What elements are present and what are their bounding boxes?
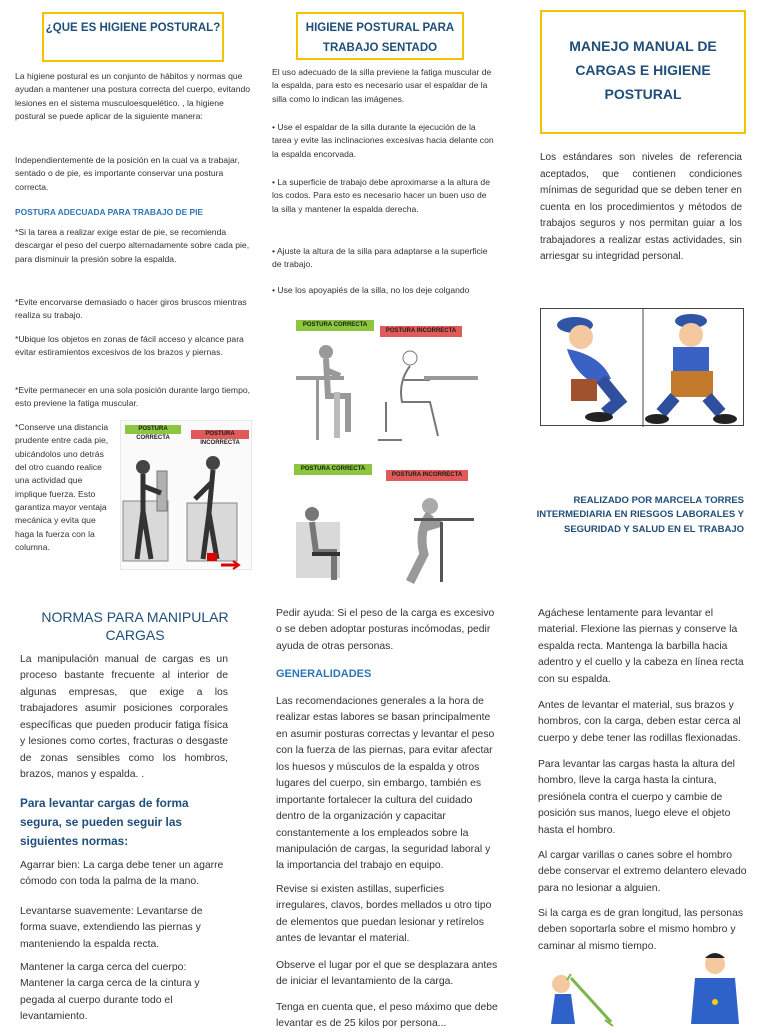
col2-bullet-3: • Ajuste la altura de la silla para adaptarse a la superficie de trabajo. (272, 246, 488, 270)
seated-posture-figure-2 (290, 462, 480, 587)
col4-rule-2: Levantarse suavemente: Levantarse de forma suave, extendiendo las piernas y manteniendo la espalda recta. (20, 906, 203, 950)
col1-p2: Independientemente de la posición en la cual va a trabajar, sentado o de pie, es importante conservar una postura correcta. (15, 155, 240, 192)
col3-credit: REALIZADO POR MARCELA TORRES INTERMEDIARIA EN RIESGOS LABORALES Y SEGURIDAD Y SALUD EN EL TRABAJO (536, 495, 744, 535)
col5-p2: Las recomendaciones generales a la hora de realizar estas labores se basan principalmente en asumir posturas correctas y levantar el peso con la fuerza de las piernas, para evitar afectar los huesos y músculos de la espalda y otros lugares del cuerpo, sin embargo, también es importante fortalecer la cultura del cuidado dentro de la organización y capacitar constantemente a los empleados sobre la manipulación de cargas, la seguridad laboral y la importancia del trabajo en equipo. (276, 696, 495, 872)
col1-bullet-3: *Ubique los objetos en zonas de fácil acceso y alcance para evitar estiramientos excesivos de los brazos y piernas. (15, 334, 244, 358)
col1-title: ¿QUE ES HIGIENE POSTURAL? (45, 22, 221, 34)
col6-p1: Agáchese lentamente para levantar el material. Flexione las piernas y conserve la espalda recta. Mantenga la barbilla hacia adentro y el cuello y la cabeza en línea recta con su espalda. (538, 608, 744, 685)
col4-title: NORMAS PARA MANIPULAR CARGAS (41, 609, 229, 643)
col2-bullet-2: • La superficie de trabajo debe aproximarse a la altura de los codos. Para esto es necesario hacer un buen uso de la silla y mantener la espalda derecha. (272, 177, 490, 214)
col6-p3: Para levantar las cargas hasta la altura del hombro, lleve la carga hasta la cintura, presiónela contra el cuerpo y cambie de posición sus manos, luego eleve el objeto hasta el hombro. (538, 759, 735, 836)
seated2-correct-label: POSTURA CORRECTA (294, 464, 372, 475)
col2-title: HIGIENE POSTURAL PARA TRABAJO SENTADO (305, 22, 455, 54)
col4-subhead: Para levantar cargas de forma segura, se pueden seguir las siguientes normas: (20, 796, 189, 848)
col5-p3: Revise si existen astillas, superficies irregulares, clavos, bordes mellados u otro tipo de elementos que puedan lesionar y retírelos antes de levantar el material. (276, 884, 492, 945)
standing-posture-figure (120, 420, 252, 570)
col6-p4: Al cargar varillas o canes sobre el hombro debe conservar el extremo delantero elevado para no lesionar a alguien. (538, 850, 747, 894)
col1-intro: La higiene postural es un conjunto de hábitos y normas que ayudan a mantener una postura correcta del cuerpo, evitando lesiones en el sistema musculoesquelético. , la higiene postural se puede aplicar de la siguiente manera: (15, 71, 251, 121)
lifting-illustration (540, 308, 744, 426)
col1-bullet-5: *Conserve una distancia prudente entre cada pie, ubicándolos uno detrás del otro cuando realice una actividad que implique fuerza. Esto garantiza mayor ventaja mecánica y evita que haga la fuerza con la columna. (15, 422, 109, 552)
col4-rule-1: Agarrar bien: La carga debe tener un agarre cómodo con toda la palma de la mano. (20, 860, 224, 888)
col5-subhead: GENERALIDADES (276, 668, 372, 680)
seated-figures-drawing-2 (290, 482, 480, 587)
col6-p2: Antes de levantar el material, sus brazos y hombros, con la carga, deben estar cerca al cuerpo y debe tener las rodillas flexionadas. (538, 700, 741, 744)
col1-bullet-2: *Evite encorvarse demasiado o hacer giros bruscos mientras realiza su trabajo. (15, 297, 247, 321)
col5-p5: Tenga en cuenta que, el peso máximo que debe levantar es de 25 kilos por persona... (276, 1002, 498, 1030)
col4-p1: La manipulación manual de cargas es un proceso bastante frecuente al interior de algunas empresas, que exige a los trabajadores asumir posiciones corporales específicas que pueden producir fatiga física y lesiones como cortes, fracturas o desgaste de zonas sensibles como los hombros, brazos, manos y espalda. . (20, 654, 228, 781)
standing-incorrect-label: POSTURA INCORRECTA (191, 430, 249, 439)
seated-posture-figure-1 (290, 318, 480, 448)
col2-bullet-1: • Use el espaldar de la silla durante la ejecución de la tarea y evite las inclinaciones excesivas hacia delante con la espalda encorvada. (272, 122, 494, 159)
seated-figures-drawing-1 (290, 336, 480, 448)
col1-bullet-1: *Si la tarea a realizar exige estar de pie, se recomienda descargar el peso del cuerpo alternadamente sobre cada pie, para disminuir la presión sobre la espalda. (15, 227, 250, 264)
col5-p4: Observe el lugar por el que se desplazara antes de iniciar el levantamiento de la carga. (276, 960, 498, 988)
col6-p5: Si la carga es de gran longitud, las personas deben soportarla sobre el mismo hombro y caminar al mismo tiempo. (538, 908, 744, 952)
col2-bullet-4: • Use los apoyapiés de la silla, no los deje colgando (272, 285, 470, 295)
standing-correct-label: POSTURA CORRECTA (125, 425, 181, 434)
col3-title: MANEJO MANUAL DE CARGAS E HIGIENE POSTURAL (569, 38, 717, 102)
lifting-drawing (541, 309, 745, 427)
col3-p1: Los estándares son niveles de referencia aceptados, que contienen condiciones mínimas de seguridad que se deben tener en cuenta en los procedimientos y métodos de trabajos seguros y nos permitan guiar a los trabajadores a realizar estas actividades, sin arriesgar su integridad personal. (540, 152, 742, 262)
col1-title-box (42, 12, 224, 62)
col2-p1: El uso adecuado de la silla previene la fatiga muscular de la espalda, para esto es necesario usar el espaldar de la silla como lo indican las imágenes. (272, 67, 492, 104)
col4-rule-3: Mantener la carga cerca del cuerpo: Mantener la carga cerca de la cintura y pegada al cuerpo durante todo el levantamiento. (20, 962, 200, 1023)
standing-figures-drawing (121, 441, 253, 569)
seated1-incorrect-label: POSTURA INCORRECTA (380, 326, 462, 337)
col1-bullet-4: *Evite permanecer en una sola posición durante largo tiempo, esto previene la fatiga muscular. (15, 385, 251, 409)
col2-title-box (296, 12, 464, 60)
seated1-correct-label: POSTURA CORRECTA (296, 320, 374, 331)
carrying-figures-drawing (545, 950, 750, 1024)
col3-title-box (540, 10, 746, 134)
seated2-incorrect-label: POSTURA INCORRECTA (386, 470, 468, 481)
col1-subhead: POSTURA ADECUADA PARA TRABAJO DE PIE (15, 207, 203, 217)
col5-p1: Pedir ayuda: Si el peso de la carga es excesivo o se deben adoptar posturas incómodas, pedir ayuda de otras personas. (276, 608, 495, 652)
